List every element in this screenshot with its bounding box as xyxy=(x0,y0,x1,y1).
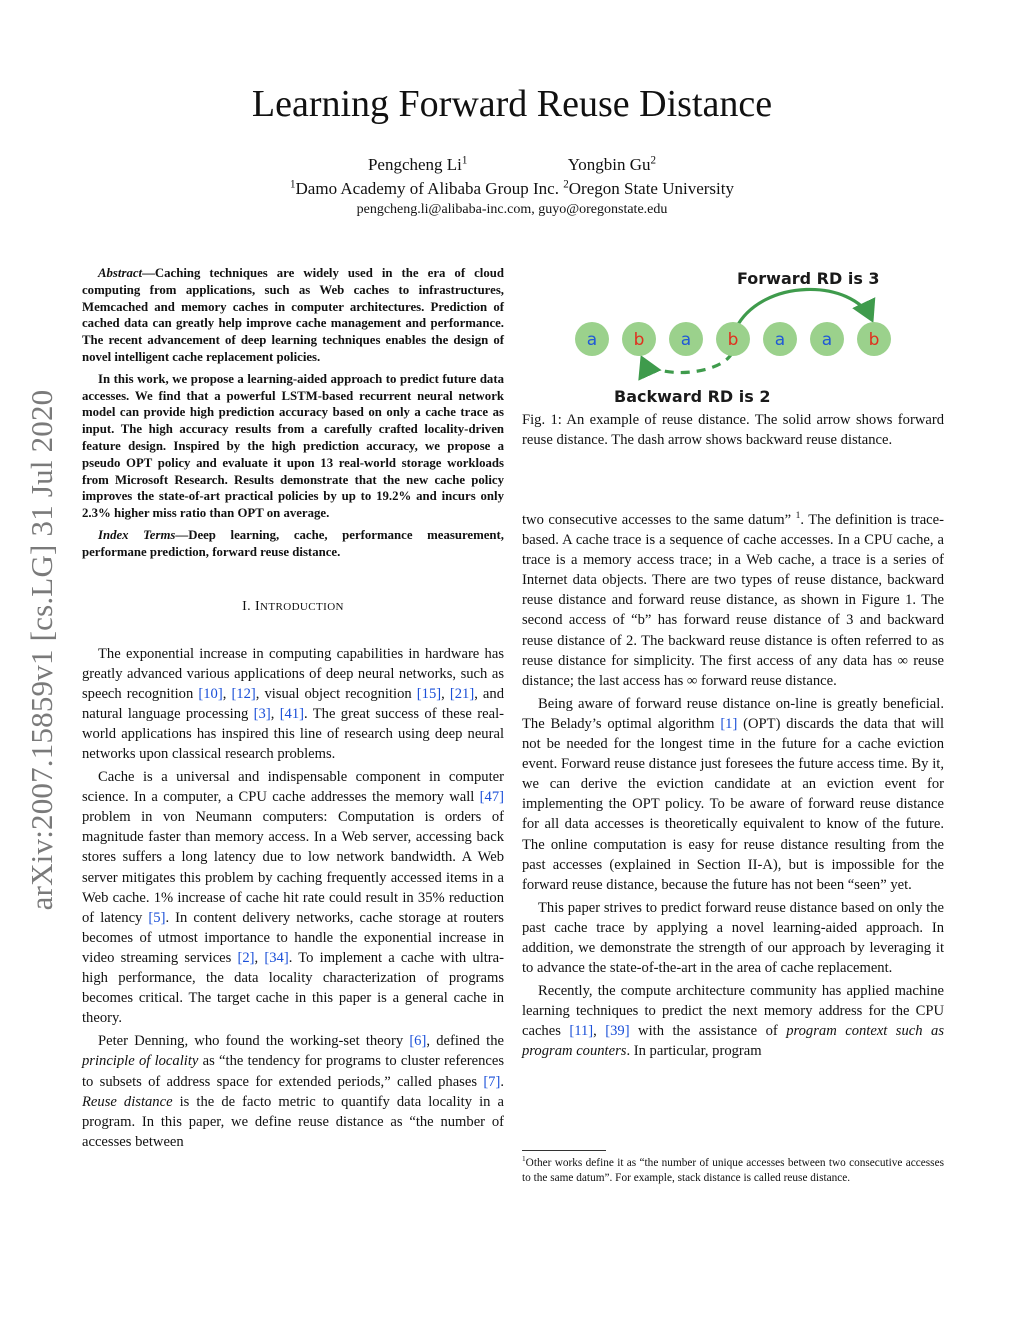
footnote-1 xyxy=(522,1156,944,1187)
text-run: , xyxy=(593,1023,606,1040)
footnote-divider xyxy=(522,1150,606,1151)
left-column xyxy=(82,265,504,1155)
citation-link[interactable]: [41] xyxy=(279,705,305,722)
reuse-distance-diagram xyxy=(522,258,944,413)
body-paragraph xyxy=(522,981,944,1061)
author-name: Pengcheng Li xyxy=(367,155,462,174)
access-node-letter: a xyxy=(774,330,786,350)
figure-1 xyxy=(522,258,944,413)
figure-caption: Fig. 1: An example of reuse distance. The solid arrow shows forward reuse distance. The dash arrow shows backward reuse distance. xyxy=(522,412,944,449)
affiliations xyxy=(0,179,1024,199)
citation-link[interactable]: [11] xyxy=(569,1023,594,1040)
access-node-letter: a xyxy=(586,330,598,350)
author-2 xyxy=(568,155,656,175)
right-column xyxy=(522,510,944,1065)
affil-mark: 2 xyxy=(563,178,569,191)
citation-link[interactable]: [21] xyxy=(449,685,475,702)
citation-link[interactable]: [3] xyxy=(253,705,271,722)
section-initial: I xyxy=(254,598,261,614)
forward-arrow xyxy=(736,289,872,328)
access-node-letter: a xyxy=(821,330,833,350)
emphasis: principle of locality xyxy=(82,1053,199,1070)
text-run: . xyxy=(500,1073,504,1090)
text-run: is the de facto metric to quantify data locality in a program. In this paper, we define reuse distance as “the number of accesses between xyxy=(82,1093,504,1150)
abstract-dash: — xyxy=(142,266,155,280)
text-run: Being aware of forward reuse distance on-line is greatly beneficial. The Belady’s optimal algorithm xyxy=(522,695,944,732)
citation-link[interactable]: [47] xyxy=(479,789,504,806)
access-sequence xyxy=(575,322,891,356)
author-emails: pengcheng.li@alibaba-inc.com, guyo@oregonstate.edu xyxy=(356,202,668,217)
citation-link[interactable]: [1] xyxy=(720,715,738,732)
text-run: . The great success of these real-world applications has inspired this line of research using deep neural networks upon classical research problems. xyxy=(82,705,504,763)
citation-link[interactable]: [7] xyxy=(483,1073,501,1090)
text-run: . To implement a cache with ultra-high performance, the data locality characterization of programs becomes critical. The target cache in this paper is a general cache in theory. xyxy=(82,949,504,1027)
index-terms xyxy=(82,527,504,561)
access-node-letter: a xyxy=(680,330,692,350)
text-run: , xyxy=(222,685,232,702)
text-run: problem in von Neumann computers: Computation is orders of magnitude faster than memory access. In a Web server, accessing back stores suffers a long latency due to low network bandwidth. A Web server mitigates this problem by caching frequently accessed items in a Web cache. 1% increase of cache hit rate could result in 35% reduction of latency xyxy=(82,809,504,926)
author-affil-mark: 1 xyxy=(461,154,468,167)
backward-rd-label: Backward RD is 2 xyxy=(614,387,771,406)
citation-link[interactable]: [5] xyxy=(148,909,166,926)
access-node-letter: b xyxy=(633,330,645,350)
abstract-paragraph: In this work, we propose a learning-aided approach to predict future data accesses. We find that a powerful LSTM-based recurrent neural network model can provide high prediction accuracy based on only a cache trace as input. The high accuracy results from a carefully crafted locality-driven feature design. Inspired by the high prediction accuracy, we propose a pseudo OPT policy and evaluate it upon 13 real-world storage workloads from Microsoft Research. Results demonstrate that the new cache policy improves the state-of-art practical policies by up to 19.2% and incurs only 2.3% higher miss ratio than OPT on average. xyxy=(82,371,504,521)
text-run: Cache is a universal and indispensable component in computer science. In a computer, a CPU cache addresses the memory wall xyxy=(82,769,504,806)
text-run: , and natural language processing xyxy=(82,685,505,722)
author-name: Yongbin Gu xyxy=(567,155,651,174)
body-paragraph xyxy=(522,694,944,895)
text-run: , visual object recognition xyxy=(255,685,417,702)
author-affil-mark: 2 xyxy=(650,154,657,167)
author-list xyxy=(0,155,1024,175)
text-run: with the assistance of xyxy=(629,1023,787,1040)
access-node-letter: b xyxy=(727,330,739,350)
citation-link[interactable]: [10] xyxy=(198,685,223,702)
body-paragraph: This paper strives to predict forward reuse distance based on only the past cache trace by applying a novel learning-aided approach. In addition, we demonstrate the strength of our approach by leveraging it to advance the state-of-the-art in the area of cache replacement. xyxy=(522,899,944,977)
body-paragraph xyxy=(82,1031,504,1152)
text-run: . In particular, program xyxy=(626,1043,762,1060)
text-run: . The definition is trace-based. A cache trace is a sequence of cache accesses. In a CPU cache, a trace is a memory access trace; in a Web cache, a trace is a series of Internet data objects. There are two types of reuse distance, backward reuse distance and forward reuse distance, as shown in Figure 1. The second access of “b” has forward reuse distance of 3 and backward reuse distance of 2. The backward reuse distance is often referred to as reuse distance for simplicity. The first access of any data has ∞ reuse distance; the last access has ∞ forward reuse distance. xyxy=(522,512,944,689)
index-terms-label: Index Terms xyxy=(98,527,176,542)
body-paragraph xyxy=(82,767,504,1028)
text-run: Recently, the compute architecture community has applied machine learning techniques to predict the next memory address for the CPU caches xyxy=(522,983,944,1040)
text-run: two consecutive accesses to the same datum” xyxy=(522,512,796,528)
text-run: , xyxy=(441,685,450,702)
abstract xyxy=(82,265,504,561)
body-paragraph xyxy=(522,510,944,691)
text-run: , xyxy=(254,949,265,966)
section-title-rest: NTRODUCTION xyxy=(260,600,344,613)
access-node-letter: b xyxy=(868,330,880,350)
citation-link[interactable]: [2] xyxy=(237,949,255,966)
citation-link[interactable]: [12] xyxy=(231,685,256,702)
intro-body-left xyxy=(82,644,504,1152)
text-run: Peter Denning, who found the working-set theory xyxy=(98,1033,410,1050)
paper-title: Learning Forward Reuse Distance xyxy=(251,83,773,125)
text-run: The exponential increase in computing capabilities in hardware has greatly advanced various applications of deep neural networks, such as speech recognition xyxy=(82,645,504,702)
intro-body-right xyxy=(522,510,944,1062)
affiliation-2: Oregon State University xyxy=(568,179,734,198)
text-run: (OPT) discards the data that will not be needed for the longest time in the future for a cache eviction event. Forward reuse distance just foresees the future access time. By it, we can derive the eviction candidate at an eviction event for implementing the OPT policy. To be aware of forward reuse distance for all data accesses is theoretically equivalent to know of the future. The online computation is easy for reuse distance resulting from the past accesses (explained in Section II-A), but is impossible for the forward reuse distance, because the future has not been “seen” yet. xyxy=(522,715,944,893)
emphasis: program context such as program counters xyxy=(522,1023,945,1060)
emphasis: Reuse distance xyxy=(82,1093,173,1110)
text-run: . In content delivery networks, cache storage at routers becomes of utmost importance to handle the exponential increase in video streaming services xyxy=(82,909,504,966)
index-terms-text: Deep learning, cache, performance measurement, performane prediction, forward reuse distance. xyxy=(82,527,504,559)
citation-link[interactable]: [6] xyxy=(409,1033,427,1050)
abstract-label: Abstract xyxy=(98,266,143,280)
text-run: , xyxy=(270,705,280,722)
citation-link[interactable]: [39] xyxy=(605,1023,630,1040)
arxiv-identifier: arXiv:2007.15859v1 [cs.LG] 31 Jul 2020 xyxy=(24,389,59,911)
abstract-paragraph xyxy=(82,265,504,366)
text-run: as “the tendency for programs to cluster references to subsets of address space for extended periods,” called phases xyxy=(82,1053,505,1090)
author-1 xyxy=(368,155,467,175)
forward-rd-label: Forward RD is 3 xyxy=(737,269,880,288)
section-heading-introduction xyxy=(82,599,504,615)
footnote-text: Other works define it as “the number of unique accesses between two consecutive accesses to the same datum”. For example, stack distance is called reuse distance. xyxy=(522,1157,944,1185)
affiliation-1: Damo Academy of Alibaba Group Inc. xyxy=(295,179,564,198)
index-terms-dash: — xyxy=(175,527,189,542)
citation-link[interactable]: [15] xyxy=(416,685,442,702)
footnote-marker[interactable]: 1 xyxy=(795,511,801,522)
body-paragraph xyxy=(82,644,504,765)
citation-link[interactable]: [34] xyxy=(264,949,289,966)
text-run: , defined the xyxy=(426,1033,504,1050)
affil-mark: 1 xyxy=(290,178,296,191)
footnote-number: 1 xyxy=(522,1154,526,1164)
abstract-text: Caching techniques are widely used in the era of cloud computing from applications, such as Web caches to infrastructures, Memcached and memory caches in computer architectures. Prediction of cached data can greatly help improve cache management and performance. The recent advancement of deep learning techniques enables the design of novel intelligent cache replacement policies. xyxy=(82,266,504,364)
section-number: I. xyxy=(242,598,255,614)
